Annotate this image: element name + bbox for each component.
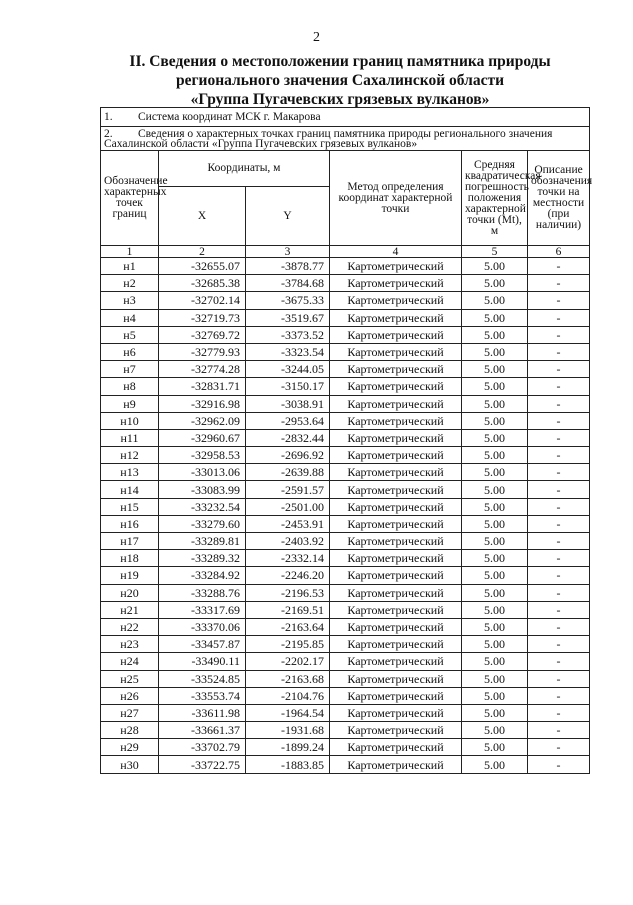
cell-description: -: [528, 670, 590, 687]
table-row: [101, 739, 590, 756]
cell-y: -3244.05: [246, 361, 330, 378]
cell-description: -: [528, 636, 590, 653]
cell-method: Картометрический: [330, 722, 462, 739]
cell-point: н30: [101, 756, 159, 773]
table-row: [101, 412, 590, 429]
cell-x: -33490.11: [159, 653, 246, 670]
table-row: [101, 756, 590, 773]
cell-point: н6: [101, 343, 159, 360]
cell-error: 5.00: [462, 618, 528, 635]
cell-method: Картометрический: [330, 378, 462, 395]
cell-x: -32769.72: [159, 326, 246, 343]
cell-x: -33553.74: [159, 687, 246, 704]
cell-point: н22: [101, 618, 159, 635]
cell-description: -: [528, 292, 590, 309]
header-coords: Координаты, м: [159, 151, 330, 187]
table-row: [101, 601, 590, 618]
header-row-1: [101, 151, 590, 187]
cell-x: -32958.53: [159, 447, 246, 464]
table-row: [101, 533, 590, 550]
cell-y: -2501.00: [246, 498, 330, 515]
cell-x: -33083.99: [159, 481, 246, 498]
cell-method: Картометрический: [330, 636, 462, 653]
table-row: [101, 584, 590, 601]
cell-y: -2832.44: [246, 429, 330, 446]
cell-description: -: [528, 361, 590, 378]
cell-x: -33284.92: [159, 567, 246, 584]
cell-y: -3878.77: [246, 258, 330, 275]
header-error: Средняя квадратическая погрешность положения характерной точки (Mt), м: [462, 151, 528, 246]
cell-method: Картометрический: [330, 739, 462, 756]
cell-y: -2196.53: [246, 584, 330, 601]
cell-error: 5.00: [462, 601, 528, 618]
section-2-index: 2.: [104, 127, 113, 140]
header-x: X: [159, 187, 246, 246]
table-row: [101, 447, 590, 464]
table-row: [101, 567, 590, 584]
cell-error: 5.00: [462, 447, 528, 464]
cell-method: Картометрический: [330, 343, 462, 360]
cell-y: -3150.17: [246, 378, 330, 395]
cell-point: н10: [101, 412, 159, 429]
cell-point: н16: [101, 515, 159, 532]
table-row: [101, 687, 590, 704]
cell-point: н26: [101, 687, 159, 704]
boundary-points-table: [100, 107, 593, 774]
cell-y: -2246.20: [246, 567, 330, 584]
cell-method: Картометрический: [330, 275, 462, 292]
table-row: [101, 550, 590, 567]
cell-y: -2104.76: [246, 687, 330, 704]
section-2-text: Сведения о характерных точках границ памятника природы регионального значения Сахалинской области «Группа Пугачевских грязевых вулканов»: [104, 127, 553, 150]
cell-error: 5.00: [462, 687, 528, 704]
header-y: Y: [246, 187, 330, 246]
cell-error: 5.00: [462, 275, 528, 292]
cell-point: н21: [101, 601, 159, 618]
cell-y: -1899.24: [246, 739, 330, 756]
cell-point: н27: [101, 704, 159, 721]
cell-description: -: [528, 464, 590, 481]
table-row: [101, 704, 590, 721]
cell-method: Картометрический: [330, 515, 462, 532]
cell-description: -: [528, 567, 590, 584]
cell-x: -33279.60: [159, 515, 246, 532]
cell-point: н12: [101, 447, 159, 464]
cell-error: 5.00: [462, 567, 528, 584]
cell-x: -33289.81: [159, 533, 246, 550]
cell-description: -: [528, 584, 590, 601]
cell-point: н13: [101, 464, 159, 481]
cell-y: -2591.57: [246, 481, 330, 498]
cell-point: н18: [101, 550, 159, 567]
cell-x: -33661.37: [159, 722, 246, 739]
table-row: [101, 395, 590, 412]
table-row: [101, 343, 590, 360]
cell-x: -33524.85: [159, 670, 246, 687]
column-numbers-row: [101, 246, 590, 258]
cell-point: н20: [101, 584, 159, 601]
column-number: 2: [159, 246, 246, 258]
cell-method: Картометрический: [330, 309, 462, 326]
cell-x: -32962.09: [159, 412, 246, 429]
column-number: 6: [528, 246, 590, 258]
cell-x: -32685.38: [159, 275, 246, 292]
cell-method: Картометрический: [330, 601, 462, 618]
cell-point: н17: [101, 533, 159, 550]
cell-method: Картометрический: [330, 567, 462, 584]
cell-method: Картометрический: [330, 687, 462, 704]
cell-method: Картометрический: [330, 361, 462, 378]
table-row: [101, 498, 590, 515]
cell-description: -: [528, 601, 590, 618]
section-2-cell: [101, 127, 590, 151]
cell-y: -2163.64: [246, 618, 330, 635]
cell-y: -1931.68: [246, 722, 330, 739]
cell-y: -2332.14: [246, 550, 330, 567]
cell-error: 5.00: [462, 326, 528, 343]
table-row: [101, 361, 590, 378]
cell-description: -: [528, 412, 590, 429]
cell-y: -3675.33: [246, 292, 330, 309]
table-row: [101, 378, 590, 395]
cell-error: 5.00: [462, 670, 528, 687]
title-line-2: регионального значения Сахалинской области: [176, 72, 504, 89]
cell-point: н5: [101, 326, 159, 343]
column-number: 3: [246, 246, 330, 258]
cell-x: -33722.75: [159, 756, 246, 773]
cell-point: н7: [101, 361, 159, 378]
column-number: 1: [101, 246, 159, 258]
cell-y: -3784.68: [246, 275, 330, 292]
cell-y: -2953.64: [246, 412, 330, 429]
cell-method: Картометрический: [330, 258, 462, 275]
cell-description: -: [528, 429, 590, 446]
cell-point: н9: [101, 395, 159, 412]
cell-description: -: [528, 653, 590, 670]
table-row: [101, 275, 590, 292]
cell-method: Картометрический: [330, 670, 462, 687]
cell-point: н23: [101, 636, 159, 653]
cell-point: н25: [101, 670, 159, 687]
cell-error: 5.00: [462, 395, 528, 412]
section-1-row: [101, 108, 590, 127]
cell-x: -33370.06: [159, 618, 246, 635]
column-number: 5: [462, 246, 528, 258]
cell-y: -3519.67: [246, 309, 330, 326]
cell-x: -32774.28: [159, 361, 246, 378]
cell-method: Картометрический: [330, 429, 462, 446]
cell-y: -2403.92: [246, 533, 330, 550]
cell-description: -: [528, 258, 590, 275]
cell-x: -32702.14: [159, 292, 246, 309]
table-row: [101, 670, 590, 687]
page-number: 2: [313, 30, 320, 45]
table-row: [101, 429, 590, 446]
cell-description: -: [528, 395, 590, 412]
cell-point: н11: [101, 429, 159, 446]
table-row: [101, 464, 590, 481]
cell-y: -2696.92: [246, 447, 330, 464]
cell-description: -: [528, 326, 590, 343]
cell-method: Картометрический: [330, 292, 462, 309]
cell-error: 5.00: [462, 739, 528, 756]
cell-description: -: [528, 704, 590, 721]
cell-x: -32916.98: [159, 395, 246, 412]
cell-error: 5.00: [462, 756, 528, 773]
cell-method: Картометрический: [330, 412, 462, 429]
cell-description: -: [528, 687, 590, 704]
title-line-1: II. Сведения о местоположении границ памятника природы: [129, 53, 551, 70]
cell-error: 5.00: [462, 515, 528, 532]
cell-y: -2169.51: [246, 601, 330, 618]
cell-error: 5.00: [462, 343, 528, 360]
cell-method: Картометрический: [330, 618, 462, 635]
document-title: [90, 52, 590, 109]
cell-y: -3373.52: [246, 326, 330, 343]
header-method: Метод определения координат характерной точки: [330, 151, 462, 246]
cell-description: -: [528, 515, 590, 532]
cell-y: -2202.17: [246, 653, 330, 670]
cell-error: 5.00: [462, 412, 528, 429]
cell-y: -3038.91: [246, 395, 330, 412]
cell-error: 5.00: [462, 550, 528, 567]
cell-description: -: [528, 550, 590, 567]
cell-x: -33013.06: [159, 464, 246, 481]
cell-description: -: [528, 756, 590, 773]
cell-description: -: [528, 378, 590, 395]
cell-error: 5.00: [462, 653, 528, 670]
cell-description: -: [528, 739, 590, 756]
cell-description: -: [528, 275, 590, 292]
cell-x: -32779.93: [159, 343, 246, 360]
cell-method: Картометрический: [330, 464, 462, 481]
cell-method: Картометрический: [330, 653, 462, 670]
cell-y: -1964.54: [246, 704, 330, 721]
cell-point: н4: [101, 309, 159, 326]
cell-description: -: [528, 498, 590, 515]
cell-y: -2639.88: [246, 464, 330, 481]
column-number: 4: [330, 246, 462, 258]
cell-description: -: [528, 309, 590, 326]
header-point: Обозначение характерных точек границ: [101, 151, 159, 246]
cell-x: -33317.69: [159, 601, 246, 618]
table-row: [101, 309, 590, 326]
cell-point: н19: [101, 567, 159, 584]
table-row: [101, 481, 590, 498]
cell-description: -: [528, 618, 590, 635]
section-1-cell: [101, 108, 590, 127]
cell-description: -: [528, 343, 590, 360]
cell-y: -3323.54: [246, 343, 330, 360]
table-row: [101, 653, 590, 670]
cell-error: 5.00: [462, 429, 528, 446]
cell-method: Картометрический: [330, 447, 462, 464]
cell-error: 5.00: [462, 378, 528, 395]
cell-method: Картометрический: [330, 584, 462, 601]
cell-method: Картометрический: [330, 498, 462, 515]
cell-x: -32960.67: [159, 429, 246, 446]
cell-error: 5.00: [462, 533, 528, 550]
cell-y: -2453.91: [246, 515, 330, 532]
cell-description: -: [528, 481, 590, 498]
table-row: [101, 515, 590, 532]
table-row: [101, 292, 590, 309]
cell-point: н2: [101, 275, 159, 292]
cell-point: н3: [101, 292, 159, 309]
cell-point: н24: [101, 653, 159, 670]
cell-error: 5.00: [462, 722, 528, 739]
table-row: [101, 618, 590, 635]
cell-x: -32655.07: [159, 258, 246, 275]
cell-x: -33457.87: [159, 636, 246, 653]
cell-point: н15: [101, 498, 159, 515]
cell-error: 5.00: [462, 309, 528, 326]
cell-point: н14: [101, 481, 159, 498]
cell-x: -33289.32: [159, 550, 246, 567]
cell-error: 5.00: [462, 292, 528, 309]
cell-method: Картометрический: [330, 550, 462, 567]
cell-x: -33702.79: [159, 739, 246, 756]
cell-error: 5.00: [462, 258, 528, 275]
table-row: [101, 326, 590, 343]
cell-x: -32719.73: [159, 309, 246, 326]
cell-error: 5.00: [462, 361, 528, 378]
cell-method: Картометрический: [330, 704, 462, 721]
section-2-row: [101, 127, 590, 151]
cell-y: -1883.85: [246, 756, 330, 773]
table-row: [101, 636, 590, 653]
cell-y: -2195.85: [246, 636, 330, 653]
header-description: Описание обозначения точки на местности (при наличии): [528, 151, 590, 246]
cell-x: -33611.98: [159, 704, 246, 721]
cell-description: -: [528, 447, 590, 464]
cell-method: Картометрический: [330, 395, 462, 412]
cell-description: -: [528, 722, 590, 739]
cell-error: 5.00: [462, 704, 528, 721]
title-line-3: «Группа Пугачевских грязевых вулканов»: [190, 91, 490, 108]
cell-point: н28: [101, 722, 159, 739]
cell-error: 5.00: [462, 636, 528, 653]
cell-point: н8: [101, 378, 159, 395]
cell-method: Картометрический: [330, 481, 462, 498]
section-1-text: Система координат МСК г. Макарова: [138, 111, 321, 123]
cell-description: -: [528, 533, 590, 550]
cell-method: Картометрический: [330, 533, 462, 550]
cell-y: -2163.68: [246, 670, 330, 687]
section-1-index: 1.: [104, 111, 113, 123]
cell-x: -32831.71: [159, 378, 246, 395]
table-row: [101, 722, 590, 739]
cell-point: н29: [101, 739, 159, 756]
cell-method: Картометрический: [330, 326, 462, 343]
table-row: [101, 258, 590, 275]
cell-error: 5.00: [462, 464, 528, 481]
cell-method: Картометрический: [330, 756, 462, 773]
cell-error: 5.00: [462, 481, 528, 498]
cell-error: 5.00: [462, 584, 528, 601]
cell-error: 5.00: [462, 498, 528, 515]
cell-x: -33232.54: [159, 498, 246, 515]
cell-point: н1: [101, 258, 159, 275]
cell-x: -33288.76: [159, 584, 246, 601]
